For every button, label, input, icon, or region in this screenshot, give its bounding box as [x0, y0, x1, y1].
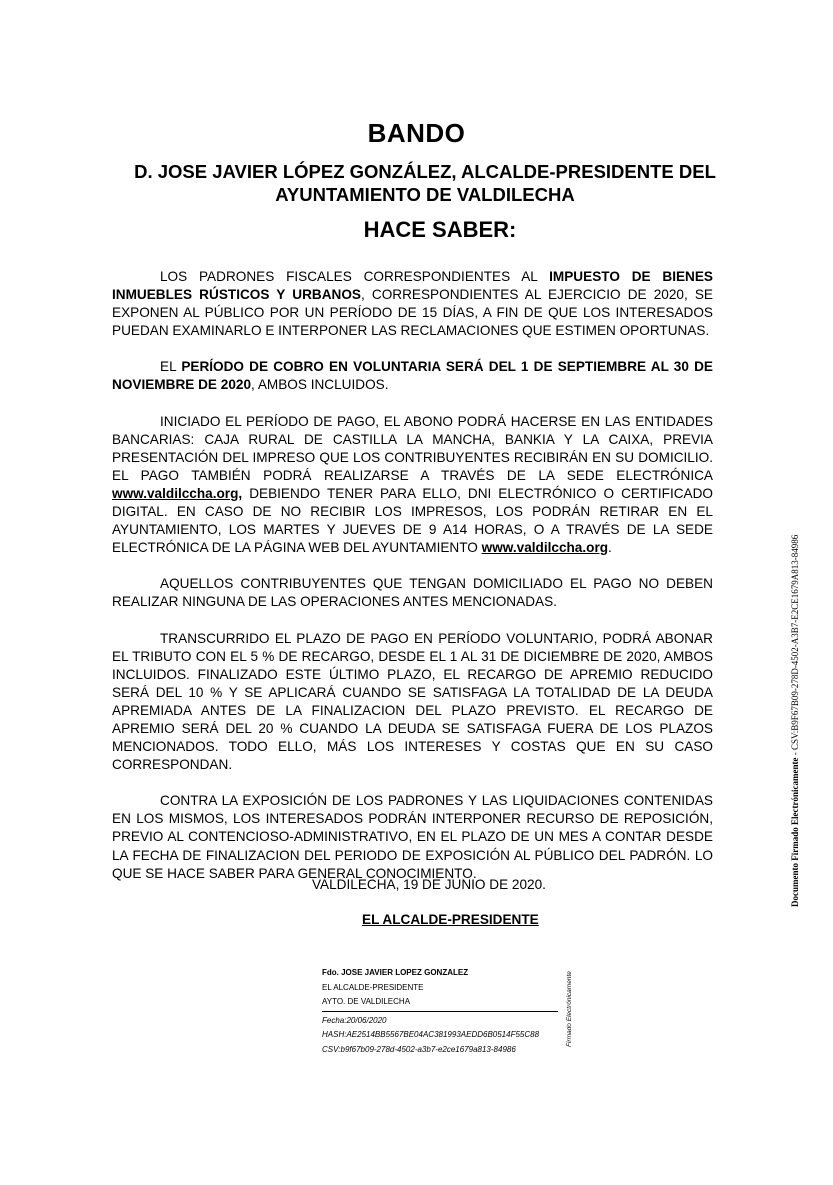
issuer-line-1: D. JOSE JAVIER LÓPEZ GONZÁLEZ, ALCALDE-PRESIDENTE DEL [134, 161, 716, 182]
text-run: DEBIENDO TENER PARA ELLO, DNI ELECTRÓNICO O CERTIFICADO DIGITAL. EN CASO DE NO RECIBIR LOS IMPRESOS, LOS PODRÁN RETIRAR EN EL AYUNTAMIENTO, LOS MARTES Y JUEVES DE 9 A14 HORAS, O A TRAVÉS DE LA SEDE ELECTRÓNICA DE LA PÁGINA WEB DEL AYUNTAMIENTO [112, 485, 713, 556]
web-ayuntamiento-link[interactable]: www.valdilccha.org [481, 540, 609, 556]
issuer-heading [120, 160, 730, 206]
signature-date: Fecha:20/06/2020 [322, 1015, 387, 1025]
document-title: BANDO [367, 118, 466, 148]
text-run: EL [160, 359, 182, 375]
side-verification-stamp [790, 495, 814, 915]
side-stamp-code: - CSV:B9F67B09-278D-4502-A3B7-E2CE1679A813-84986 [790, 534, 800, 758]
bold-payment-period: PERÍODO DE COBRO EN VOLUNTARIA SERÁ DEL 1 DE SEPTIEMBRE AL 30 DE NOVIEMBRE DE 2020 [112, 359, 713, 393]
paragraph-domiciliado: AQUELLOS CONTRIBUYENTES QUE TENGAN DOMICILIADO EL PAGO NO DEBEN REALIZAR NINGUNA DE LAS OPERACIONES ANTES MENCIONADAS. [112, 576, 713, 610]
hace-saber-heading: HACE SABER: [363, 217, 517, 242]
signature-vertical-text: Firmado Electrónicamente [566, 971, 573, 1047]
text-run: LOS PADRONES FISCALES CORRESPONDIENTES AL [160, 269, 550, 284]
sede-electronica-link[interactable]: www.valdilccha.org, [112, 485, 243, 501]
paragraph-recargo: TRANSCURRIDO EL PLAZO DE PAGO EN PERÍODO VOLUNTARIO, PODRÁ ABONAR EL TRIBUTO CON EL 5 % DE RECARGO, DESDE EL 1 AL 31 DE DICIEMBRE DE 2020, AMBOS INCLUIDOS. FINALIZADO ESTE ÚLTIMO PLAZO, EL RECARGO DE APREMIO REDUCIDO SERÁ DEL 10 % Y SE APLICARÁ CUANDO SE SATISFAGA LA TOTALIDAD DE LA DEUDA APREMIADA ANTES DE LA FINALIZACION DEL PLAZO PREVISTO. EL RECARGO DE APREMIO SERÁ DEL 20 % CUANDO LA DEUDA SE SATISFAGA FUERA DE LOS PLAZOS MENCIONADOS. TODO ELLO, MÁS LOS INTERESES Y COSTAS QUE EN SU CASO CORRESPONDAN. [112, 630, 713, 773]
signature-role: EL ALCALDE-PRESIDENTE [322, 982, 424, 992]
issuer-line-2: AYUNTAMIENTO DE VALDILECHA [275, 184, 575, 205]
text-run: , CORRESPONDIENTES AL EJERCICIO DE 2020, SE EXPONEN AL PÚBLICO POR UN PERÍODO DE 15 DÍAS, A FIN DE QUE LOS INTERESADOS PUEDAN EXAMINARLO E INTERPONER LAS RECLAMACIONES QUE ESTIMEN OPORTUNAS. [112, 287, 713, 339]
signature-vertical-label [566, 971, 636, 1047]
signer-title: EL ALCALDE-PRESIDENTE [362, 912, 539, 927]
electronic-signature-block [322, 966, 558, 1057]
signature-name: Fdo. JOSE JAVIER LOPEZ GONZALEZ [322, 968, 469, 977]
document-body [112, 268, 713, 883]
paragraph-pago [112, 413, 713, 558]
text-run: , AMBOS INCLUIDOS. [251, 377, 389, 393]
signature-entity: AYTO. DE VALDILECHA [322, 997, 411, 1006]
place-date: VALDILECHA, 19 DE JUNIO DE 2020. [312, 877, 546, 892]
paragraph-padrones [112, 268, 713, 340]
text-run: INICIADO EL PERÍODO DE PAGO, EL ABONO PODRÁ HACERSE EN LAS ENTIDADES BANCARIAS: CAJA RURAL DE CASTILLA LA MANCHA, BANKIA Y LA CAIXA, PREVIA PRESENTACIÓN DEL IMPRESO QUE LOS CONTRIBUYENTES RECIBIRÁN EN SU DOMICILIO. EL PAGO TAMBIÉN PODRÁ REALIZARSE A TRAVÉS DE LA SEDE ELECTRÓNICA [112, 413, 713, 483]
bold-tax-name: IMPUESTO DE BIENES INMUEBLES RÚSTICOS Y URBANOS [112, 269, 713, 303]
side-stamp-text [790, 535, 800, 907]
text-run: . [608, 540, 612, 556]
side-stamp-label: Documento Firmado Electrónicamente [790, 757, 800, 907]
signature-hash: HASH:AE2514BB5567BE04AC381993AEDD6B0514F55C88 [322, 1030, 540, 1039]
paragraph-periodo-cobro [112, 358, 713, 394]
paragraph-recurso: CONTRA LA EXPOSICIÓN DE LOS PADRONES Y LAS LIQUIDACIONES CONTENIDAS EN LOS MISMOS, LOS INTERESADOS PODRÁN INTERPONER RECURSO DE REPOSICIÓN, PREVIO AL CONTENCIOSO-ADMINISTRATIVO, EN EL PLAZO DE UN MES A CONTAR DESDE LA FECHA DE FINALIZACION DEL PERIODO DE EXPOSICIÓN AL PÚBLICO DEL PADRÓN. LO QUE SE HACE SABER PARA GENERAL CONOCIMIENTO. [112, 793, 713, 881]
signature-divider [322, 1011, 558, 1012]
signature-csv: CSV:b9f67b09-278d-4502-a3b7-e2ce1679a813-84986 [322, 1044, 516, 1054]
